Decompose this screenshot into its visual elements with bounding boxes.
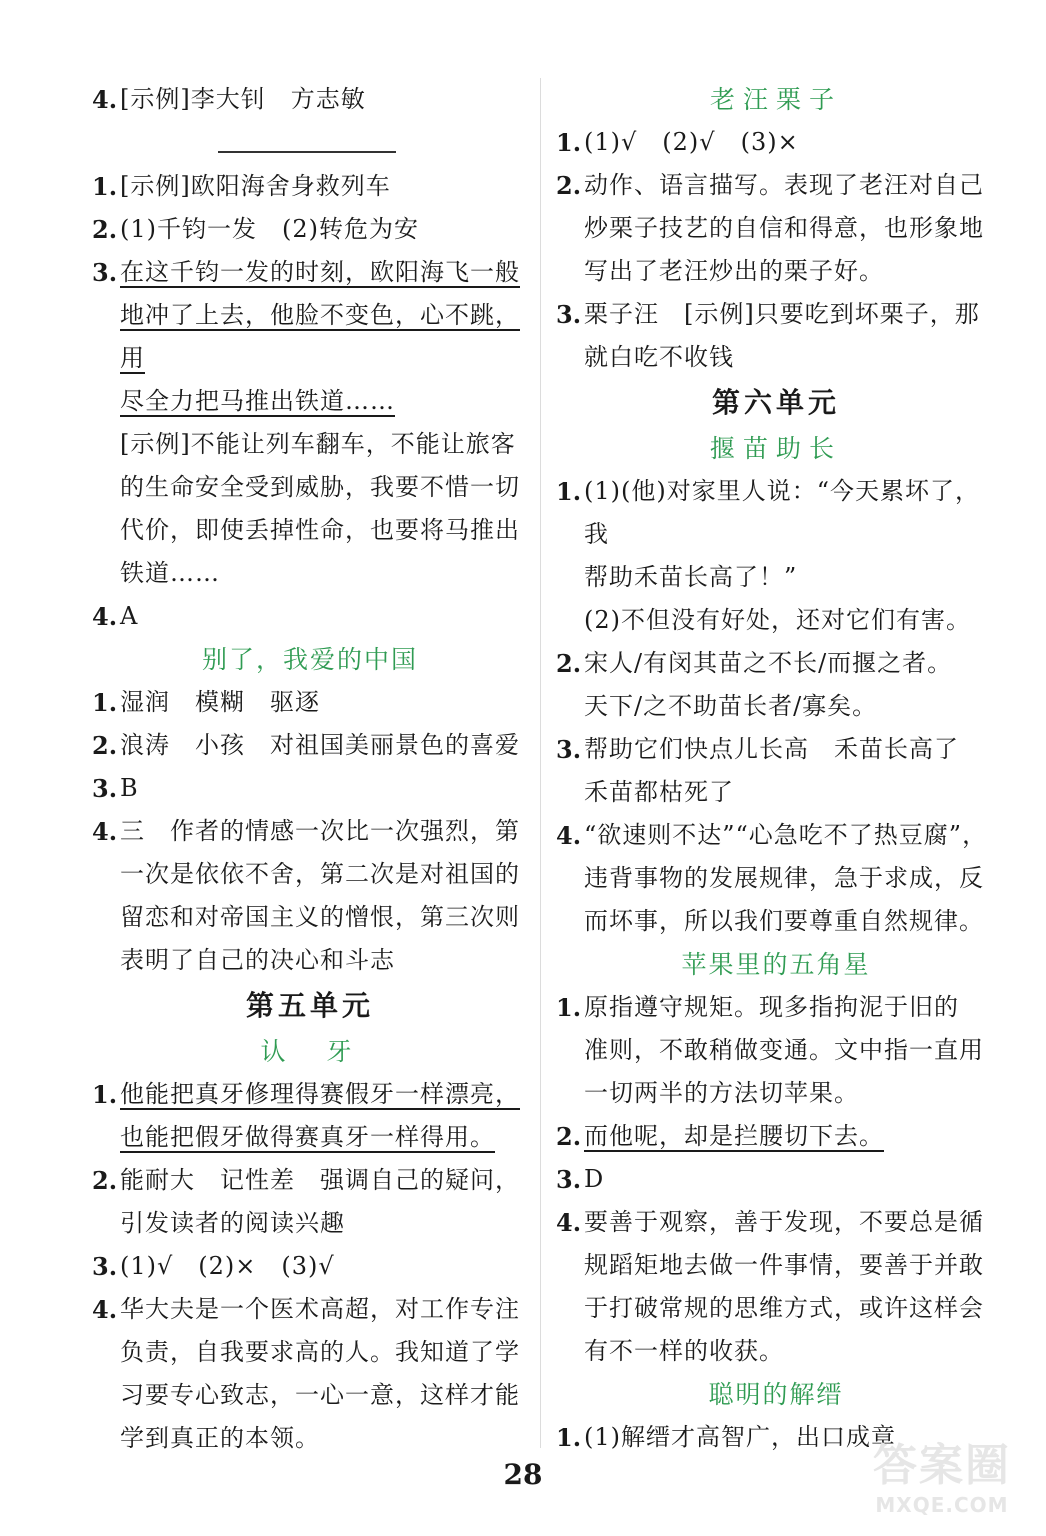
column-divider <box>540 78 541 1448</box>
answer-item: 4. 要善于观察，善于发现，不要总是循 规蹈矩地去做一件事情，要善于并敢 于打破常规的思维方式，或许这样会 有不一样的收获。 <box>556 1208 984 1365</box>
answer-item: 3. B <box>92 774 139 803</box>
lesson-title: 认 牙 <box>260 1037 360 1066</box>
answer-continuation: [示例]不能让列车翻车，不能让旅客 <box>120 430 516 458</box>
answer-item: 4. 三 作者的情感一次比一次强烈，第 一次是依依不舍，第二次是对祖国的 留恋和对帝国主义的憎恨，第三次则 表明了自己的决心和斗志 <box>92 817 520 974</box>
underlined-line: 在这千钧一发的时刻，欧阳海飞一般 <box>120 258 520 286</box>
answer-item: 3. D <box>556 1165 605 1194</box>
watermark-logo <box>852 1440 1032 1528</box>
unit-heading: 第六单元 <box>711 386 840 419</box>
answer-item: 1. (1)解缙才高智广，出口成章 <box>556 1423 896 1452</box>
answer-item: 2. 能耐大 记性差 强调自己的疑问， 引发读者的阅读兴趣 <box>92 1166 520 1237</box>
answer-continuation: 代价，即使丢掉性命，也要将马推出 <box>120 516 520 544</box>
lesson-title: 揠苗助长 <box>709 434 842 463</box>
answer-item: 2. 浪涛 小孩 对祖国美丽景色的喜爱 <box>92 731 520 760</box>
answer-continuation: 铁道…… <box>120 559 220 587</box>
underlined-line: 地冲了上去，他脸不变色，心不跳，用 <box>120 301 520 372</box>
right-column <box>556 78 996 1459</box>
answer-item: 2. 动作、语言描写。表现了老汪对自己 炒栗子技艺的自信和得意，也形象地 写出了老汪炒出的栗子好。 <box>556 171 984 285</box>
underlined-line: 尽全力把马推出铁道…… <box>120 387 395 415</box>
left-column <box>92 78 528 1460</box>
section-rule <box>218 151 396 153</box>
answer-item: 2. 宋人/有闵其苗之不长/而揠之者。 <box>556 649 953 678</box>
lesson-title: 聪明的解缙 <box>708 1380 844 1409</box>
unit-heading: 第五单元 <box>245 989 374 1022</box>
watermark-text: 答案圈 <box>873 1440 1011 1491</box>
answer-continuation: 的生命安全受到威胁，我要不惜一切 <box>120 473 520 501</box>
answer-item: 4. “欲速则不达”“心急吃不了热豆腐”， 违背事物的发展规律，急于求成，反 而坏事，所以我们要尊重自然规律。 <box>556 821 988 935</box>
answer-item: 4. [示例]李大钊 方志敏 <box>92 85 366 114</box>
underlined-line: 而他呢，却是拦腰切下去。 <box>584 1122 884 1150</box>
watermark-url: MXQE.COM <box>875 1493 1009 1517</box>
underlined-line: 他能把真牙修理得赛假牙一样漂亮， <box>120 1080 520 1108</box>
answer-item: 1. 湿润 模糊 驱逐 <box>92 688 320 717</box>
lesson-title: 苹果里的五角星 <box>681 950 871 979</box>
answer-item: 3. 帮助它们快点儿长高 禾苗长高了 禾苗都枯死了 <box>556 735 959 806</box>
answer-item: 3. 在这千钧一发的时刻，欧阳海飞一般 地冲了上去，他脸不变色，心不跳，用 尽全力把马推出铁道…… <box>92 258 520 415</box>
answer-item: 2. (1)千钧一发 (2)转危为安 <box>92 215 419 244</box>
answer-item: 1. 原指遵守规矩。现多指拘泥于旧的 准则，不敢稍做变通。文中指一直用 一切两半的方法切苹果。 <box>556 993 984 1107</box>
answer-item: 1. 他能把真牙修理得赛假牙一样漂亮， 也能把假牙做得赛真牙一样得用。 <box>92 1080 520 1151</box>
answer-item: 1. (1)√ (2)√ (3)× <box>556 128 799 157</box>
answer-item: 1. (1)(他)对家里人说：“今天累坏了，我 帮助禾苗长高了！” <box>556 477 980 591</box>
lesson-title: 老汪栗子 <box>709 85 842 114</box>
lesson-title: 别了，我爱的中国 <box>201 645 418 674</box>
answer-item: 3. (1)√ (2)× (3)√ <box>92 1252 335 1281</box>
answer-continuation: (2)不但没有好处，还对它们有害。 <box>584 606 971 634</box>
page-number: 28 <box>503 1458 543 1491</box>
answer-continuation: 天下/之不助苗长者/寡矣。 <box>584 692 878 720</box>
answer-item: 4. 华大夫是一个医术高超，对工作专注 负责，自我要求高的人。我知道了学 习要专心致志，一心一意，这样才能 学到真正的本领。 <box>92 1295 520 1452</box>
answer-item: 2. 而他呢，却是拦腰切下去。 <box>556 1122 884 1151</box>
answer-item: 3. 栗子汪 [示例]只要吃到坏栗子，那 就白吃不收钱 <box>556 300 980 371</box>
answer-item: 4. A <box>92 602 139 631</box>
underlined-line: 也能把假牙做得赛真牙一样得用。 <box>120 1123 495 1151</box>
answer-item: 1. [示例]欧阳海舍身救列车 <box>92 172 391 201</box>
